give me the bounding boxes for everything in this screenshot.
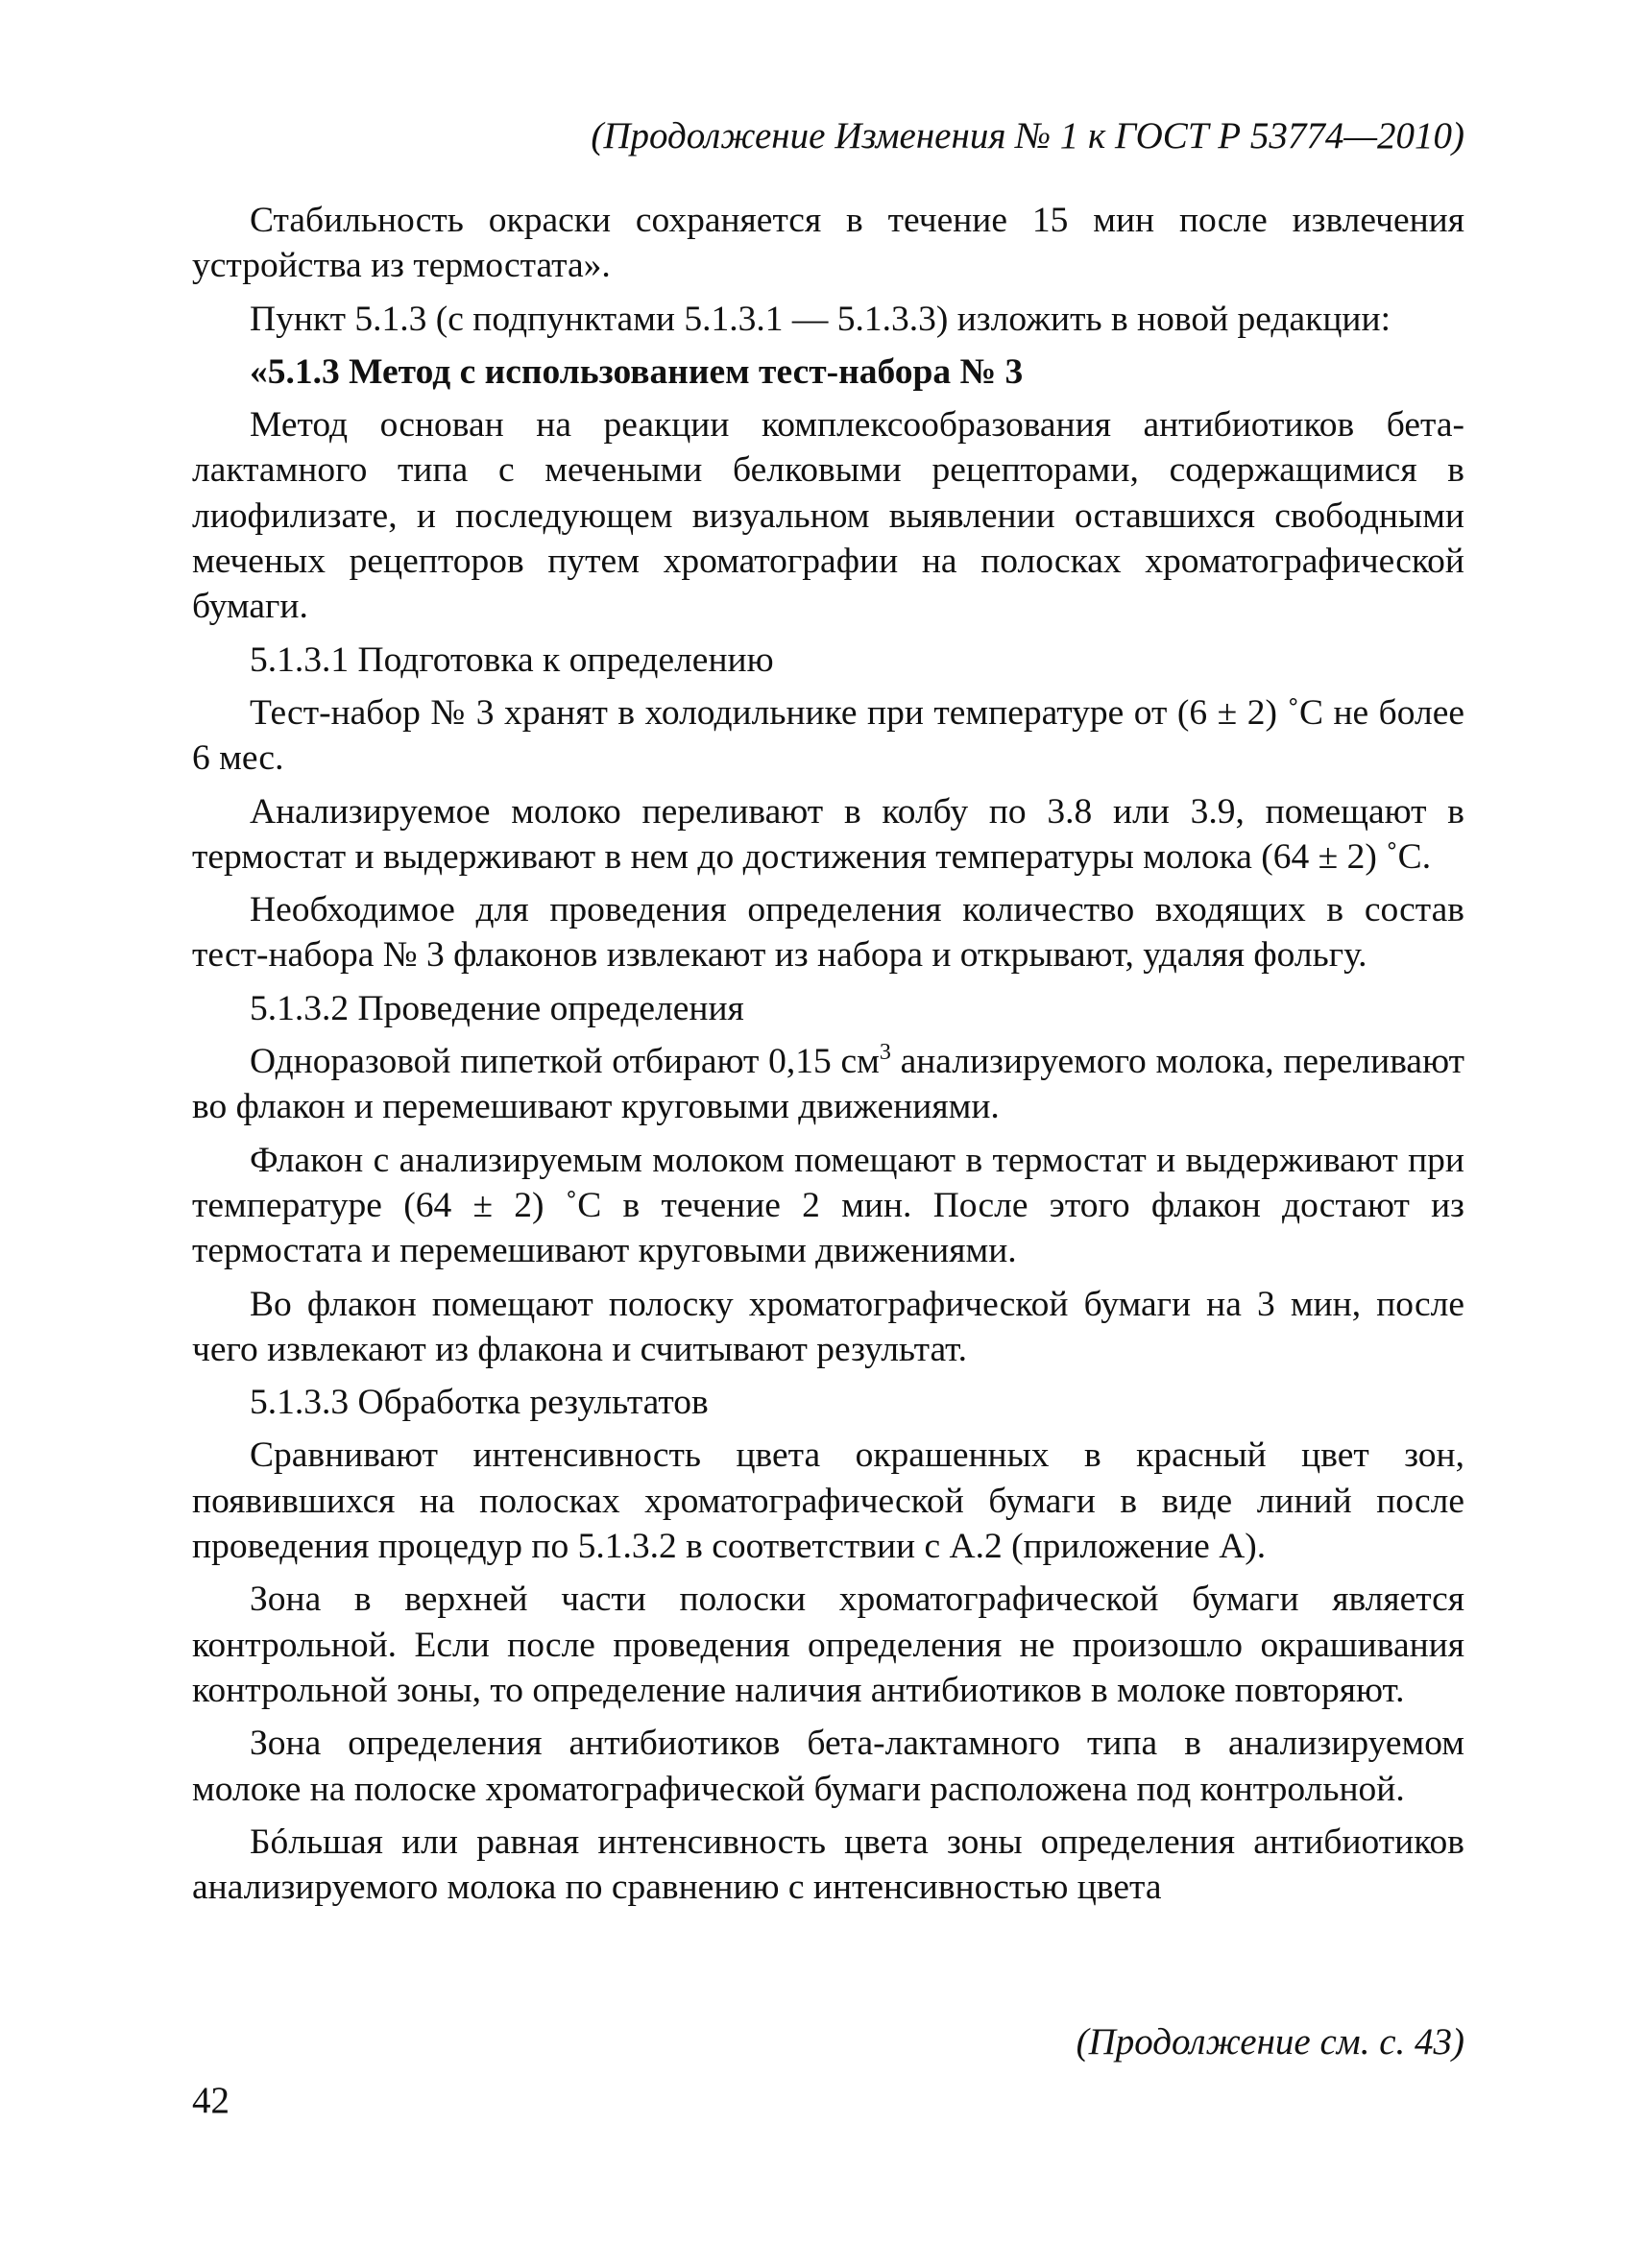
paragraph-compare-intensity: Сравнивают интенсивность цвета окрашенных в красный цвет зон, появившихся на полосках хроматографической бумаги в виде линий после проведения процедур по 5.1.3.2 в соответствии с А.2 (приложение А). [192, 1436, 1464, 1567]
paragraph-control-zone: Зона в верхней части полоски хроматографической бумаги является контрольной. Если после проведения определения не произошло окрашивания контрольной зоны, то определение наличия антибиотиков в молоке повторяют. [192, 1580, 1464, 1710]
document-body [192, 198, 1464, 1910]
paragraph-vials: Необходимое для проведения определения количество входящих в состав тест-набора № 3 флаконов извлекают из набора и открывают, удаляя фольгу. [192, 890, 1464, 976]
running-head: (Продолжение Изменения № 1 к ГОСТ Р 53774—2010) [591, 115, 1464, 157]
paragraph-milk-preparation: Анализируемое молоко переливают в колбу по 3.8 или 3.9, помещают в термостат и выдерживают в нем до достижения температуры молока (64 ± 2) ˚С. [192, 791, 1464, 877]
paragraph-pipette [192, 1039, 1464, 1130]
paragraph-color-stability: Стабильность окраски сохраняется в течение 15 мин после извлечения устройства из термостата». [192, 201, 1464, 286]
paragraph-amendment-instruction: Пункт 5.1.3 (с подпунктами 5.1.3.1 — 5.1.3.3) изложить в новой редакции: [250, 299, 1391, 339]
paragraph-incubation: Флакон с анализируемым молоком помещают в термостат и выдерживают при температуре (64 ± 2) ˚С в течение 2 мин. После этого флакон достают из термостата и перемешивают круговыми движениями. [192, 1140, 1464, 1271]
document-page [192, 113, 1464, 1910]
section-heading-5-1-3: «5.1.3 Метод с использованием тест-набора № 3 [250, 351, 1024, 392]
subsection-heading-5-1-3-2: 5.1.3.2 Проведение определения [250, 988, 744, 1028]
paragraph-detection-zone: Зона определения антибиотиков бета-лактамного типа в анализируемом молоке на полоске хроматографической бумаги расположена под контрольной. [192, 1724, 1464, 1809]
cubic-superscript: 3 [879, 1040, 891, 1066]
paragraph-strip: Во флакон помещают полоску хроматографической бумаги на 3 мин, после чего извлекают из флакона и считывают результат. [192, 1284, 1464, 1369]
page-number: 42 [192, 2080, 230, 2121]
pipette-text-start: Одноразовой пипеткой отбирают 0,15 см [250, 1042, 880, 1082]
paragraph-method-principle: Метод основан на реакции комплексообразования антибиотиков бета-лактамного типа с мечеными белковыми рецепторами, содержащимися в лиофилизате, и последующем визуальном выявлении оставшихся свободными меченых рецепторов путем хроматографии на полосках хроматографической бумаги. [192, 405, 1464, 627]
pipette-text-end: анализируемого молока, переливают во флакон и перемешивают круговыми движениями. [192, 1042, 1464, 1127]
paragraph-storage: Тест-набор № 3 хранят в холодильнике при температуре от (6 ± 2) ˚С не более 6 мес. [192, 692, 1464, 779]
continuation-note: (Продолжение см. с. 43) [1076, 2021, 1464, 2063]
paragraph-greater-intensity: Бóльшая или равная интенсивность цвета зоны определения антибиотиков анализируемого молока по сравнению с интенсивностью цвета [192, 1822, 1464, 1908]
subsection-heading-5-1-3-1: 5.1.3.1 Подготовка к определению [250, 639, 774, 680]
subsection-heading-5-1-3-3: 5.1.3.3 Обработка результатов [250, 1383, 709, 1423]
